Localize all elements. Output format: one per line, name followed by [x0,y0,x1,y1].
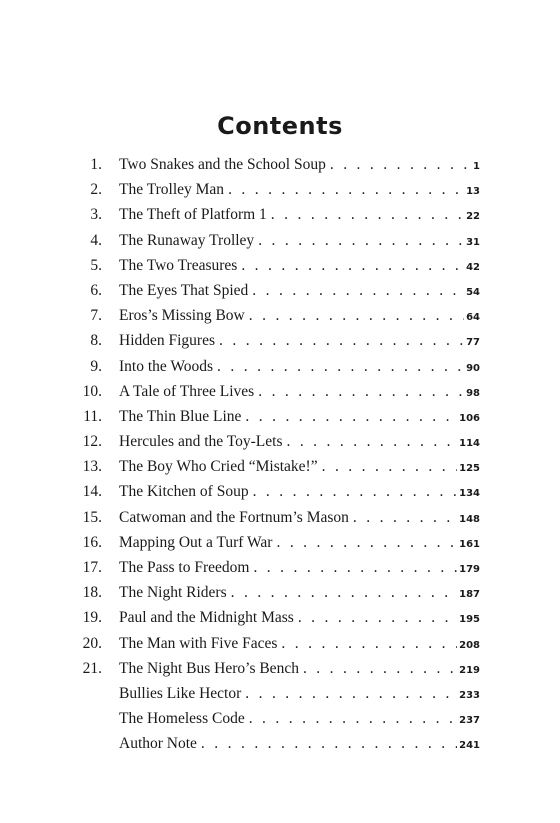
dot-leader [276,534,457,552]
chapter-title: The Kitchen of Soup [119,483,249,501]
dot-leader [258,232,464,250]
chapter-number: 19. [82,609,102,627]
dot-leader [286,433,457,451]
toc-entry[interactable] [80,181,480,206]
dot-leader [245,408,457,426]
page-number: 208 [459,639,480,651]
page-number: 148 [459,513,480,525]
chapter-title: Paul and the Midnight Mass [119,609,294,627]
chapter-title: Hercules and the Toy-Lets [119,433,283,451]
toc-entry[interactable] [80,307,480,332]
dot-leader [241,257,464,275]
page-number: 187 [459,589,480,601]
dot-leader [353,509,457,527]
dot-leader [253,559,457,577]
toc-entry[interactable] [80,458,480,483]
toc-entry[interactable] [80,332,480,357]
page-number: 90 [466,362,480,374]
page-number: 31 [466,236,480,248]
page-number: 195 [459,614,480,626]
toc-entry[interactable] [80,383,480,408]
page-title: Contents [217,112,343,141]
chapter-title: The Homeless Code [119,710,245,728]
chapter-title: The Thin Blue Line [119,407,242,425]
dot-leader [281,635,457,653]
chapter-title: The Night Bus Hero’s Bench [119,659,299,677]
chapter-title: The Two Treasures [119,256,238,274]
chapter-number: 16. [82,533,102,551]
dot-leader [322,458,458,476]
dot-leader [252,282,464,300]
page-number: 134 [459,488,480,500]
toc-entry[interactable] [80,584,480,609]
chapter-title: The Man with Five Faces [119,634,278,652]
chapter-number: 12. [82,433,102,451]
dot-leader [253,483,458,501]
toc-entry[interactable] [80,685,480,710]
page-number: 241 [459,740,480,752]
page-number: 22 [466,211,480,223]
toc-entry[interactable] [80,232,480,257]
chapter-number: 6. [90,281,102,299]
chapter-title: The Eyes That Spied [119,281,249,299]
dot-leader [249,710,457,728]
chapter-number: 8. [90,332,102,350]
chapter-number: 5. [90,256,102,274]
chapter-number: 18. [82,584,102,602]
page-number: 161 [459,538,480,550]
chapter-number: 4. [90,231,102,249]
chapter-number: 1. [90,156,102,173]
dot-leader [330,156,471,174]
page-number: 64 [466,312,480,324]
chapter-number: 10. [82,382,102,400]
chapter-title: Hidden Figures [119,332,216,350]
dot-leader [228,181,464,199]
chapter-title: Author Note [119,735,197,753]
page-number: 125 [459,463,480,475]
dot-leader [231,584,458,602]
toc-entry[interactable] [80,433,480,458]
dot-leader [217,358,464,376]
chapter-title: Eros’s Missing Bow [119,307,245,325]
toc-entry[interactable] [80,358,480,383]
toc-entry[interactable] [80,509,480,534]
chapter-title: The Boy Who Cried “Mistake!” [119,458,318,476]
dot-leader [249,307,464,325]
chapter-number: 14. [82,483,102,501]
page-number: 114 [459,438,480,450]
table-of-contents [80,156,480,761]
chapter-number: 3. [90,206,102,224]
dot-leader [258,383,464,401]
chapter-title: The Night Riders [119,584,227,602]
toc-entry[interactable] [80,635,480,660]
chapter-title: The Theft of Platform 1 [119,206,267,224]
page-number: 77 [466,337,480,349]
chapter-number: 11. [83,407,102,425]
toc-entry[interactable] [80,257,480,282]
page-number: 54 [466,286,480,298]
chapter-number: 9. [90,357,102,375]
chapter-number: 2. [90,181,102,199]
toc-entry[interactable] [80,282,480,307]
dot-leader [219,332,464,350]
chapter-title: The Pass to Freedom [119,559,250,576]
toc-entry[interactable] [80,710,480,735]
dot-leader [201,735,457,753]
dot-leader [245,685,457,703]
toc-entry[interactable] [80,735,480,760]
chapter-number: 17. [82,559,102,576]
page-number: 13 [466,186,480,198]
toc-entry[interactable] [80,156,480,181]
page-number: 1 [473,161,480,172]
toc-entry[interactable] [80,559,480,584]
chapter-title: Two Snakes and the School Soup [119,156,326,173]
chapter-number: 13. [82,458,102,476]
chapter-number: 21. [82,659,102,677]
page-number: 233 [459,689,480,701]
chapter-title: Bullies Like Hector [119,684,242,702]
chapter-number: 15. [82,508,102,526]
toc-entry[interactable] [80,609,480,634]
chapter-number: 20. [82,634,102,652]
toc-entry[interactable] [80,408,480,433]
page-number: 237 [459,715,480,727]
dot-leader [298,609,457,627]
chapter-number: 7. [90,307,102,325]
toc-entry[interactable] [80,660,480,685]
toc-entry[interactable] [80,534,480,559]
chapter-title: The Runaway Trolley [119,231,255,249]
dot-leader [303,660,457,678]
chapter-title: Mapping Out a Turf War [119,533,273,551]
page-number: 219 [459,664,480,676]
page-number: 179 [459,564,480,575]
dot-leader [271,206,464,224]
page-number: 106 [459,412,480,424]
chapter-title: The Trolley Man [119,181,225,199]
toc-entry[interactable] [80,483,480,508]
page-number: 98 [466,387,480,399]
chapter-title: A Tale of Three Lives [119,382,255,400]
chapter-title: Into the Woods [119,357,214,375]
toc-entry[interactable] [80,206,480,231]
page-number: 42 [466,261,480,273]
chapter-title: Catwoman and the Fortnum’s Mason [119,508,349,526]
